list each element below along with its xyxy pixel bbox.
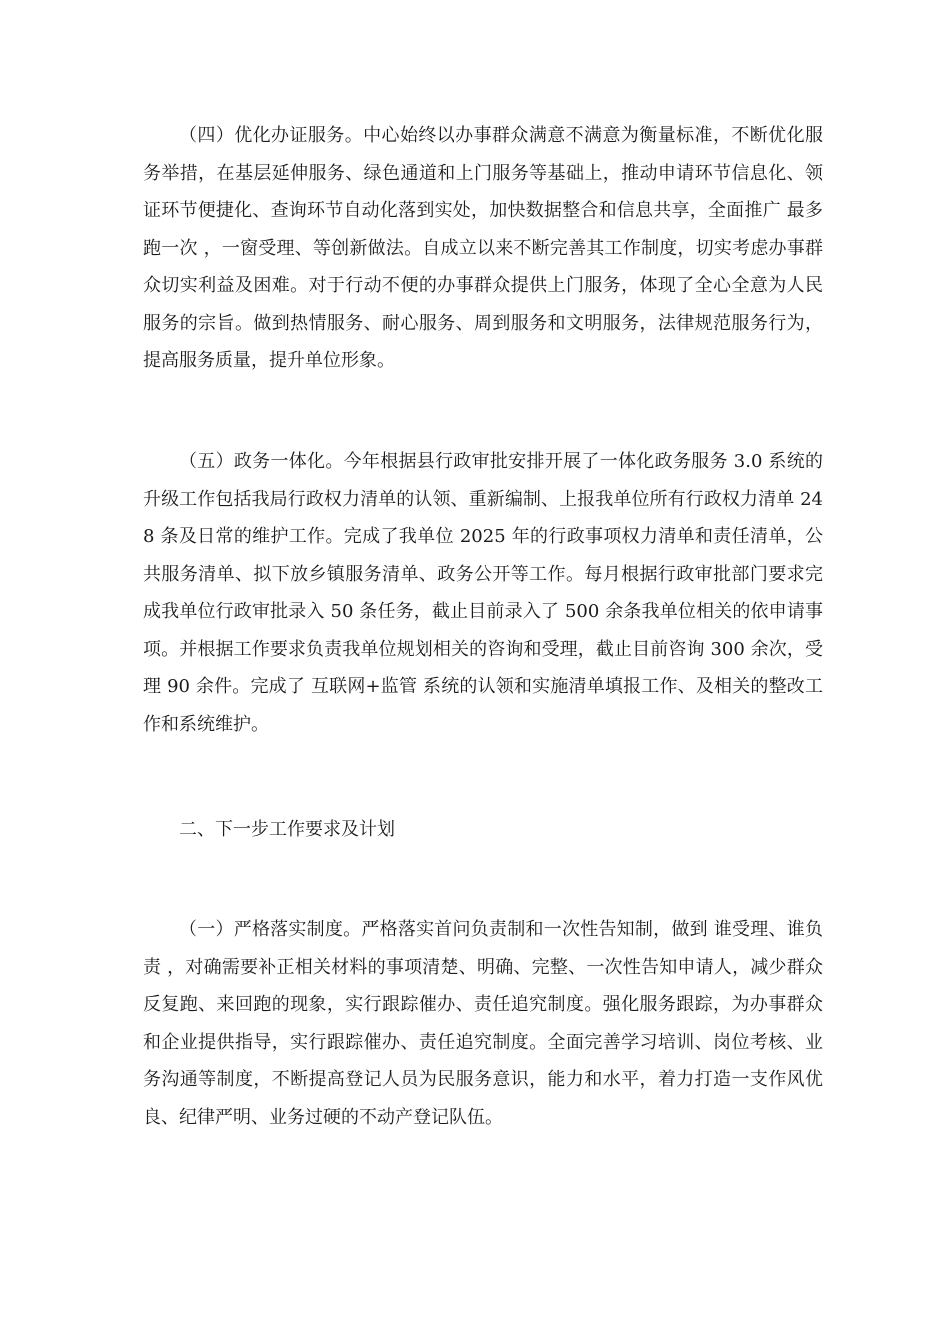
paragraph-government-integration: （五）政务一体化。今年根据县行政审批安排开展了一体化政务服务 3.0 系统的升级工作包括我局行政权力清单的认领、重新编制、上报我单位所有行政权力清单 248 条及日常的维护工作。完成了我单位 2025 年的行政事项权力清单和责任清单，公共服务清单、拟下放乡镇服务清单、政务公开等工作。每月根据行政审批部门要求完成我单位行政审批录入 50 条任务，截止目前录入了 500 余条我单位相关的依申请事项。并根据工作要求负责我单位规划相关的咨询和受理，截止目前咨询 300 余次，受理 90 余件。完成了 互联网+监管 系统的认领和实施清单填报工作、及相关的整改工作和系统维护。	[143, 451, 823, 735]
paragraph-strict-implementation: （一）严格落实制度。严格落实首问负责制和一次性告知制，做到 谁受理、谁负责 ，对确需要补正相关材料的事项清楚、明确、完整、一次性告知申请人，减少群众反复跑、来回跑的现象，实行跟踪催办、责任追究制度。强化服务跟踪，为办事群众和企业提供指导，实行跟踪催办、责任追究制度。全面完善学习培训、岗位考核、业务沟通等制度，不断提高登记人员为民服务意识，能力和水平，着力打造一支作风优良、纪律严明、业务过硬的不动产登记队伍。	[143, 919, 823, 1128]
paragraph-optimize-certificate-service: （四）优化办证服务。中心始终以办事群众满意不满意为衡量标准，不断优化服务举措，在基层延伸服务、绿色通道和上门服务等基础上，推动申请环节信息化、领证环节便捷化、查询环节自动化落到实处，加快数据整合和信息共享，全面推广 最多跑一次 ，一窗受理、等创新做法。自成立以来不断完善其工作制度，切实考虑办事群众切实利益及困难。对于行动不便的办事群众提供上门服务，体现了全心全意为人民服务的宗旨。做到热情服务、耐心服务、周到服务和文明服务，法律规范服务行为，提高服务质量，提升单位形象。	[143, 125, 823, 371]
section-heading-next-steps: 二、下一步工作要求及计划	[179, 819, 395, 840]
